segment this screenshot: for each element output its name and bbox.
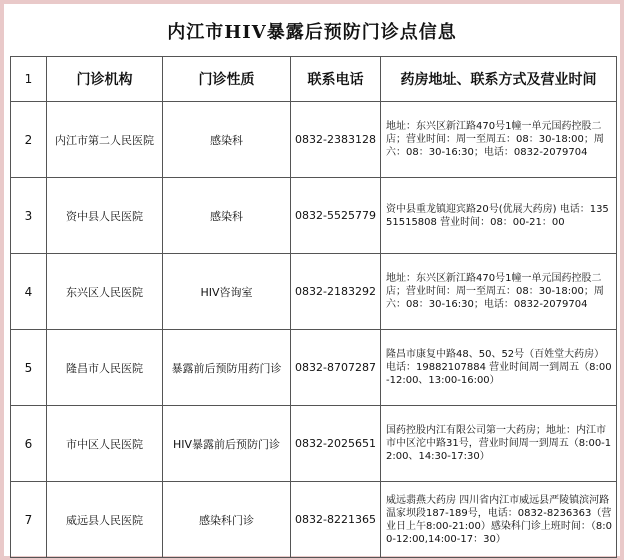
row-index: 4 <box>11 254 47 330</box>
table-row <box>11 406 617 482</box>
row-phone: 0832-2183292 <box>291 254 381 330</box>
table-row <box>11 102 617 178</box>
table-row <box>11 254 617 330</box>
row-pharmacy: 国药控股内江有限公司第一大药房；地址：内江市市中区沱中路31号，营业时间周一到周五（8:00-12:00、14:30-17:30） <box>381 406 617 482</box>
row-nature: 暴露前后预防用药门诊 <box>163 330 291 406</box>
table-row <box>11 330 617 406</box>
header-phone: 联系电话 <box>291 57 381 102</box>
row-phone: 0832-2383128 <box>291 102 381 178</box>
row-phone: 0832-8707287 <box>291 330 381 406</box>
row-phone: 0832-8221365 <box>291 482 381 558</box>
row-clinic: 资中县人民医院 <box>47 178 163 254</box>
header-index: 1 <box>11 57 47 102</box>
row-pharmacy: 隆昌市康复中路48、50、52号（百姓堂大药房） 电话：19882107884 营业时间周一到周五（8:00-12:00、13:00-16:00） <box>381 330 617 406</box>
row-nature: HIV咨询室 <box>163 254 291 330</box>
header-nature: 门诊性质 <box>163 57 291 102</box>
row-pharmacy: 威远翡燕大药房 四川省内江市威远县严陵镇滨河路温家坝段187-189号，电话：0832-8236363（营业日上午8:00-21:00）感染科门诊上班时间：（8:00-12:00,14:00-17：30） <box>381 482 617 558</box>
row-clinic: 威远县人民医院 <box>47 482 163 558</box>
table-header-row <box>11 57 617 102</box>
row-clinic: 东兴区人民医院 <box>47 254 163 330</box>
table-row <box>11 178 617 254</box>
row-nature: 感染科 <box>163 178 291 254</box>
row-clinic: 隆昌市人民医院 <box>47 330 163 406</box>
header-clinic: 门诊机构 <box>47 57 163 102</box>
row-pharmacy: 地址：东兴区新江路470号1幢一单元国药控股二店；营业时间：周一至周五：08：30-18:00；周六：08：30-16:30；电话：0832-2079704 <box>381 102 617 178</box>
table-row <box>11 482 617 558</box>
document-page <box>4 4 620 556</box>
row-nature: HIV暴露前后预防门诊 <box>163 406 291 482</box>
row-clinic: 内江市第二人民医院 <box>47 102 163 178</box>
row-index: 7 <box>11 482 47 558</box>
row-phone: 0832-2025651 <box>291 406 381 482</box>
row-clinic: 市中区人民医院 <box>47 406 163 482</box>
clinic-table <box>10 56 617 558</box>
row-index: 6 <box>11 406 47 482</box>
page-title: 内江市HIV暴露后预防门诊点信息 <box>167 22 457 43</box>
row-index: 5 <box>11 330 47 406</box>
header-pharmacy: 药房地址、联系方式及营业时间 <box>381 57 617 102</box>
row-nature: 感染科 <box>163 102 291 178</box>
row-pharmacy: 地址：东兴区新江路470号1幢一单元国药控股二店；营业时间：周一至周五：08：30-18:00；周六：08：30-16:30；电话：0832-2079704 <box>381 254 617 330</box>
row-index: 3 <box>11 178 47 254</box>
row-pharmacy: 资中县重龙镇迎宾路20号(优展大药房) 电话：13551515808 营业时间：08：00-21：00 <box>381 178 617 254</box>
row-index: 2 <box>11 102 47 178</box>
row-nature: 感染科门诊 <box>163 482 291 558</box>
row-phone: 0832-5525779 <box>291 178 381 254</box>
